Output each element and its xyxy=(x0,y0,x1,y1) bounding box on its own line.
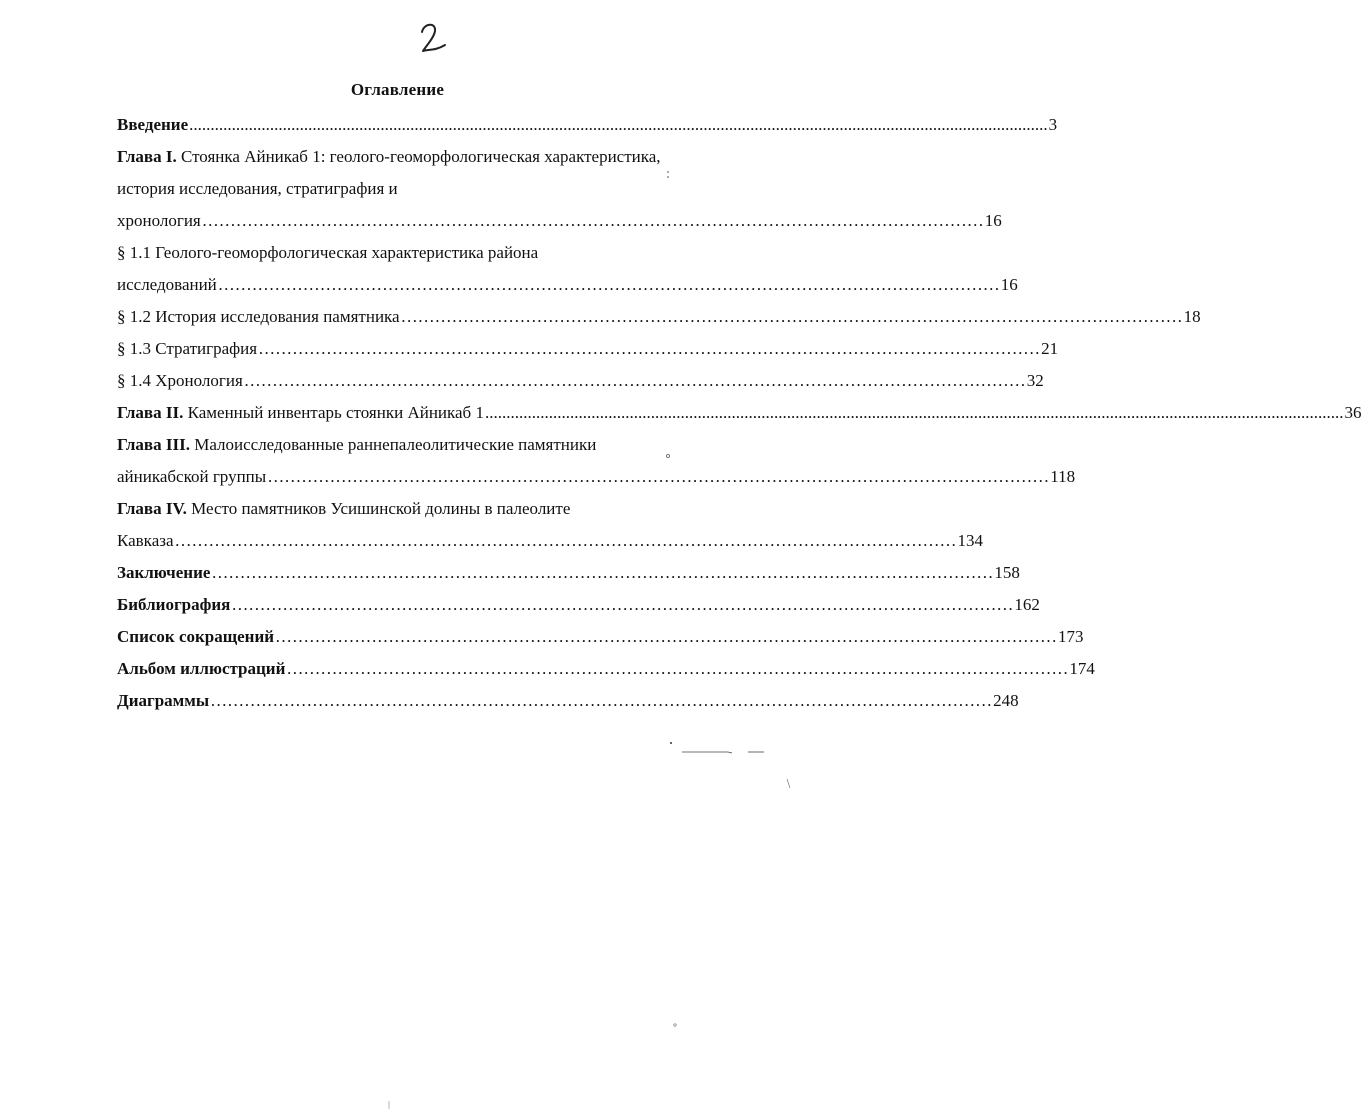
scan-speck xyxy=(672,1022,678,1028)
toc-page-number: 248 xyxy=(993,691,1019,710)
page-title: Оглавление xyxy=(350,80,445,99)
toc-entry-chapter-2 xyxy=(117,402,1361,424)
dot-leader: .......................................................................................................................................................................................................... xyxy=(484,403,1344,422)
dot-leader: ………………………………………………………………………………………………………………………… xyxy=(201,211,984,230)
toc-entry-abbreviations xyxy=(117,626,1084,648)
dot-leader: ………………………………………………………………………………………………………………………… xyxy=(286,659,1069,678)
toc-entry-section-1-2 xyxy=(117,306,1201,328)
toc-entry-title: Диаграммы xyxy=(117,691,210,710)
toc-page-number: 174 xyxy=(1069,659,1095,678)
toc-entry-text: § 1.3 Стратиграфия xyxy=(117,339,258,358)
dot-leader: .......................................................................................................................................................................................................... xyxy=(189,115,1048,134)
dot-leader: ………………………………………………………………………………………………………………………… xyxy=(400,307,1183,326)
toc-entry-title: Глава IV. xyxy=(117,499,187,518)
toc-entry-title: Глава III. xyxy=(117,435,190,454)
toc-entry-title: Глава I. xyxy=(117,147,177,166)
toc-entry-section-1-3 xyxy=(117,338,1059,360)
toc-entry-section-1-4 xyxy=(117,370,1044,392)
toc-entry-text: исследований xyxy=(117,275,217,294)
toc-entry-text: Стоянка Айникаб 1: геолого-геоморфологическая характеристика, xyxy=(176,147,661,166)
toc-entry-chapter-4-line-1 xyxy=(117,498,740,520)
toc-entry-illustrations xyxy=(117,658,1095,680)
toc-entry-chapter-3-line-2 xyxy=(117,466,1076,488)
handwritten-number-text: 2 xyxy=(402,18,403,19)
toc-entry-diagrams xyxy=(117,690,1019,712)
toc-page-number: 173 xyxy=(1058,627,1084,646)
toc-entry-text: история исследования, стратиграфия и xyxy=(117,179,398,198)
toc-page-number: 118 xyxy=(1050,467,1076,486)
toc-entry-text: Малоисследованные раннепалеолитические памятники xyxy=(189,435,597,454)
dot-leader: ………………………………………………………………………………………………………………………… xyxy=(217,275,1000,294)
dot-leader: ………………………………………………………………………………………………………………………… xyxy=(174,531,957,550)
dot-leader: ………………………………………………………………………………………………………………………… xyxy=(267,467,1050,486)
toc-entry-title: Заключение xyxy=(117,563,211,582)
toc-entry-text: Кавказа xyxy=(117,531,174,550)
dot-leader: ………………………………………………………………………………………………………………………… xyxy=(231,595,1014,614)
dot-leader: ………………………………………………………………………………………………………………………… xyxy=(243,371,1026,390)
toc-page-number: 36 xyxy=(1344,403,1361,422)
toc-entry-text: хронология xyxy=(117,211,201,230)
toc-entry-text: § 1.4 Хронология xyxy=(117,371,243,390)
toc-entry-chapter-1-line-3 xyxy=(117,210,1002,232)
toc-entry-title: Библиография xyxy=(117,595,231,614)
dot-leader: ………………………………………………………………………………………………………………………… xyxy=(210,691,993,710)
scan-speck xyxy=(664,452,672,460)
toc-entry-title: Список сокращений xyxy=(117,627,275,646)
toc-page-number: 16 xyxy=(1000,275,1018,294)
dot-leader: ………………………………………………………………………………………………………………………… xyxy=(258,339,1041,358)
toc-entry-chapter-4-line-2 xyxy=(117,530,983,552)
toc-entry-chapter-3-line-1 xyxy=(117,434,740,456)
toc-entry-section-1-1-line-1 xyxy=(117,242,740,264)
toc-page-number: 16 xyxy=(984,211,1002,230)
toc-entry-text: § 1.2 История исследования памятника xyxy=(117,307,400,326)
toc-entry-text: Каменный инвентарь стоянки Айникаб 1 xyxy=(183,403,484,422)
toc-entry-chapter-1-line-1 xyxy=(117,146,740,168)
toc-page-number: 18 xyxy=(1183,307,1201,326)
dot-leader: ………………………………………………………………………………………………………………………… xyxy=(275,627,1058,646)
toc-entry-conclusion xyxy=(117,562,1020,584)
toc-page-number: 134 xyxy=(957,531,983,550)
dot-leader: ………………………………………………………………………………………………………………………… xyxy=(211,563,994,582)
toc-page-number: 21 xyxy=(1041,339,1059,358)
toc-entry-title: Глава II. xyxy=(117,403,184,422)
scan-speck xyxy=(666,170,676,180)
toc-entry-title: Альбом иллюстраций xyxy=(117,659,286,678)
toc-entry-chapter-1-line-2 xyxy=(117,178,740,200)
toc-entry-introduction xyxy=(117,114,1058,136)
scan-speck xyxy=(785,778,793,790)
handwritten-page-number xyxy=(402,18,452,60)
scan-speck xyxy=(386,1100,392,1110)
toc-page-number: 158 xyxy=(994,563,1020,582)
toc-entry-title: Введение xyxy=(117,115,189,134)
toc-entry-bibliography xyxy=(117,594,1040,616)
toc-page-number: 32 xyxy=(1026,371,1044,390)
toc-page-number: 3 xyxy=(1048,115,1058,134)
toc-entry-text: Место памятников Усишинской долины в палеолите xyxy=(186,499,571,518)
toc-entry-text: § 1.1 Геолого-геоморфологическая характеристика района xyxy=(117,243,539,262)
toc-page-number: 162 xyxy=(1014,595,1040,614)
toc-entry-section-1-1-line-2 xyxy=(117,274,1018,296)
scan-artifact-line xyxy=(668,738,768,758)
toc-entry-text: айникабской группы xyxy=(117,467,267,486)
